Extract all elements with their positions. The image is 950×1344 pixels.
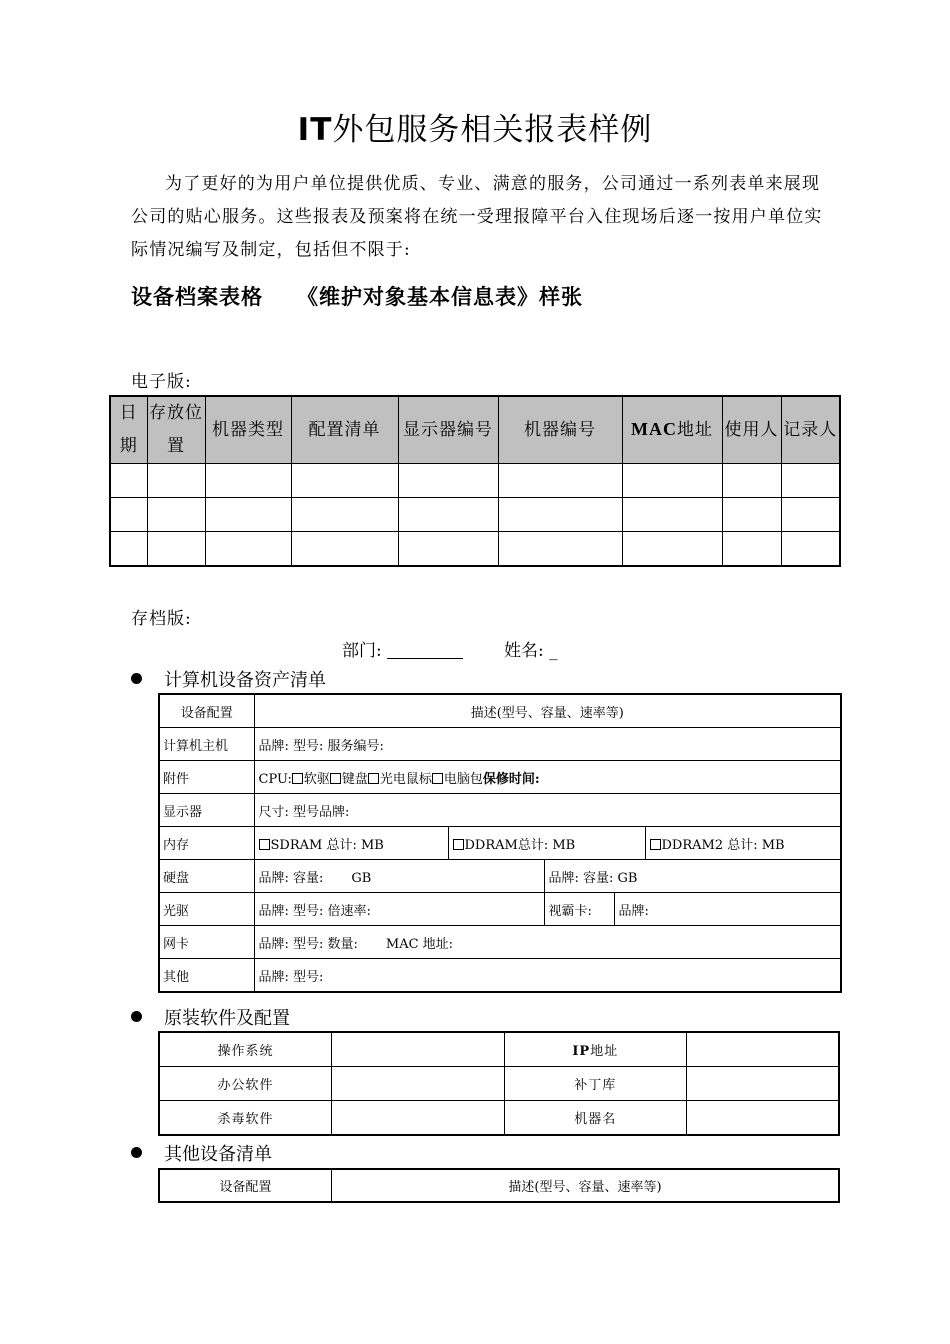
header-recorder: 记录人 bbox=[781, 396, 840, 464]
electronic-label: 电子版: bbox=[131, 372, 192, 392]
checkbox-icon[interactable] bbox=[368, 773, 379, 784]
table-row: 设备配置 描述(型号、容量、速率等) bbox=[159, 694, 841, 728]
header-location: 存放位置 bbox=[147, 396, 205, 464]
table-row bbox=[110, 464, 840, 498]
page-title: IT外包服务相关报表样例 bbox=[297, 112, 653, 148]
checkbox-icon[interactable] bbox=[259, 839, 270, 850]
electronic-table bbox=[109, 395, 841, 567]
archive-label: 存档版: bbox=[131, 609, 192, 629]
header-date: 日期 bbox=[110, 396, 147, 464]
table-row: 设备配置 描述(型号、容量、速率等) bbox=[159, 1169, 839, 1202]
table-row: 光驱 品牌: 型号: 倍速率: 视霸卡: 品牌: bbox=[159, 893, 841, 926]
asset-table bbox=[158, 693, 842, 993]
header-config-list: 配置清单 bbox=[291, 396, 398, 464]
dept-field[interactable] bbox=[387, 642, 463, 659]
table-row: 内存 SDRAM 总计: MB DDRAM总计: MB DDRAM2 总计: MB bbox=[159, 827, 841, 860]
other-equipment-table bbox=[158, 1168, 840, 1203]
checkbox-icon[interactable] bbox=[292, 773, 303, 784]
intro-paragraph: 为了更好的为用户单位提供优质、专业、满意的服务，公司通过一系列表单来展现公司的贴心服务。这些报表及预案将在统一受理报障平台入住现场后逐一按用户单位实际情况编写及制定，包括但不限于: bbox=[131, 174, 823, 260]
checkbox-icon[interactable] bbox=[453, 839, 464, 850]
name-field[interactable]: _ bbox=[549, 641, 558, 661]
bullet-software: 原装软件及配置 bbox=[131, 1004, 290, 1030]
header-mac-address: MAC地址 bbox=[622, 396, 722, 464]
software-table bbox=[158, 1031, 840, 1136]
checkbox-icon[interactable] bbox=[330, 773, 341, 784]
bullet-asset-list: 计算机设备资产清单 bbox=[131, 666, 326, 692]
table-row: 操作系统 IP地址 bbox=[159, 1032, 839, 1067]
table-row: 附件 CPU: 软驱 键盘 光电鼠标 电脑包保修时间: bbox=[159, 761, 841, 794]
header-machine-number: 机器编号 bbox=[498, 396, 622, 464]
table-row bbox=[110, 532, 840, 567]
table-row: 硬盘 品牌: 容量: GB 品牌: 容量: GB bbox=[159, 860, 841, 893]
bullet-other: 其他设备清单 bbox=[131, 1140, 272, 1166]
bullet-icon bbox=[131, 1147, 142, 1158]
table-row: 显示器 尺寸: 型号品牌: bbox=[159, 794, 841, 827]
table-row: 网卡 品牌: 型号: 数量: MAC 地址: bbox=[159, 926, 841, 959]
table-row: 其他 品牌: 型号: bbox=[159, 959, 841, 993]
header-monitor-number: 显示器编号 bbox=[398, 396, 498, 464]
header-user: 使用人 bbox=[722, 396, 781, 464]
table-row: 办公软件 补丁库 bbox=[159, 1067, 839, 1101]
checkbox-icon[interactable] bbox=[432, 773, 443, 784]
table-row: 计算机主机 品牌: 型号: 服务编号: bbox=[159, 728, 841, 761]
bullet-icon bbox=[131, 1011, 142, 1022]
header-machine-type: 机器类型 bbox=[205, 396, 291, 464]
table-row bbox=[110, 498, 840, 532]
table-row: 杀毒软件 机器名 bbox=[159, 1101, 839, 1136]
checkbox-icon[interactable] bbox=[650, 839, 661, 850]
bullet-icon bbox=[131, 673, 142, 684]
electronic-header-row bbox=[110, 396, 840, 464]
section-heading: 设备档案表格 《维护对象基本信息表》样张 bbox=[131, 285, 583, 309]
dept-name-line: 部门: 姓名: _ bbox=[342, 641, 558, 661]
